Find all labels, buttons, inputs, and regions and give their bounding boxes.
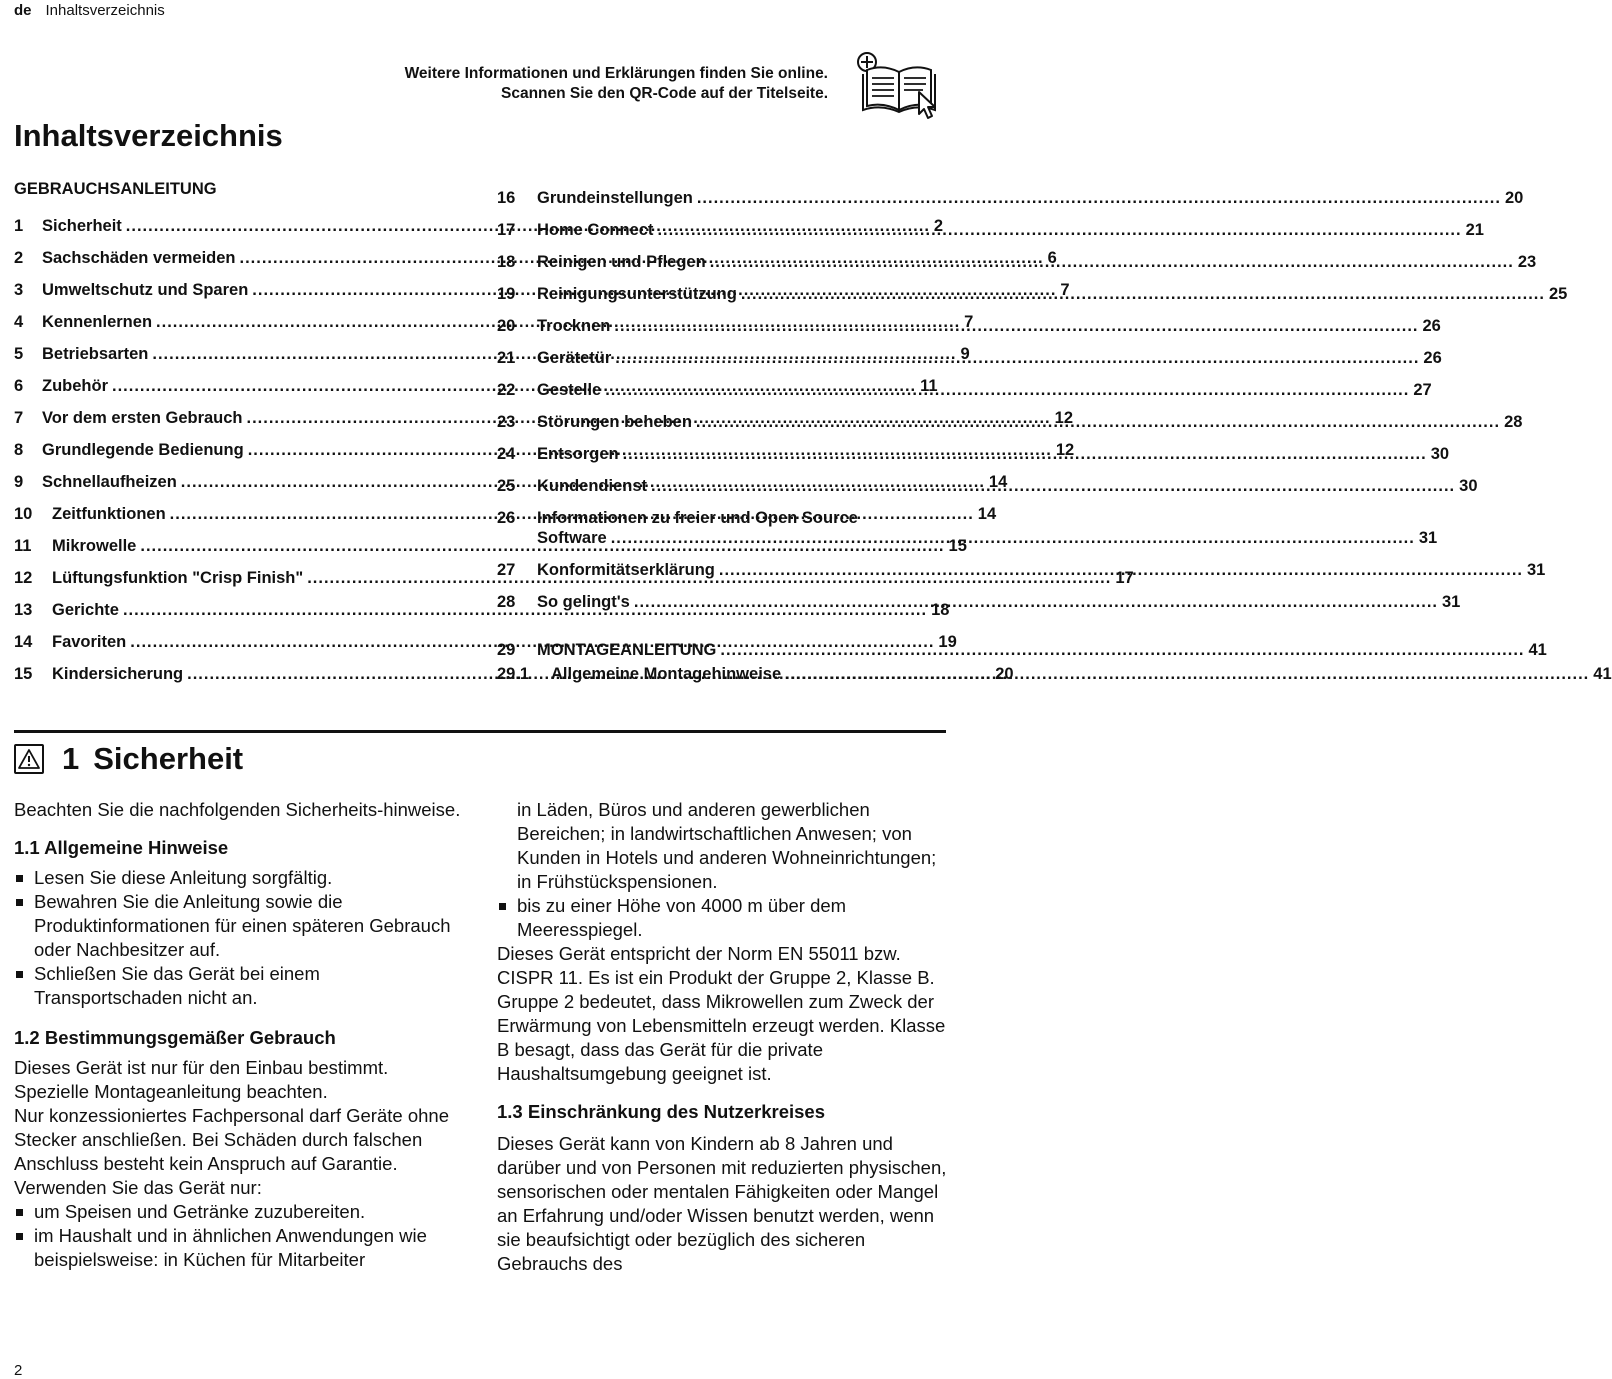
toc-entry-page: 25	[1548, 285, 1568, 303]
toc-heading-gebrauchsanleitung: GEBRAUCHSANLEITUNG	[14, 180, 217, 198]
online-manual-book-icon	[855, 48, 945, 122]
toc-entry-title: Betriebsarten	[42, 345, 149, 363]
toc-entry[interactable]	[497, 240, 1537, 272]
toc-entry-page: 30	[1430, 445, 1450, 463]
toc-entry-number: 28	[497, 593, 516, 611]
toc-entry-page: 7	[1060, 281, 1070, 299]
toc-leader-dots	[623, 444, 1427, 464]
list-item: im Haushalt und in ähnlichen Anwendungen wie beispielsweise: in Küchen für Mitarbeiter	[14, 1224, 464, 1272]
toc-entry-page: 21	[1465, 221, 1484, 239]
general-notes-list	[14, 866, 464, 1010]
heading-1-1: 1.1 Allgemeine Hinweise	[14, 837, 229, 858]
toc-leader-dots	[719, 560, 1523, 580]
toc-entry-page: 18	[931, 601, 950, 619]
toc-entry-number: 6	[14, 377, 24, 395]
toc-entry-number: 20	[497, 317, 516, 335]
toc-entry[interactable]	[14, 492, 997, 524]
toc-entry-title: Gerätetür	[537, 349, 612, 367]
toc-entry-number: 16	[497, 189, 516, 207]
toc-entry-title: Kundendienst	[537, 477, 647, 495]
toc-entry[interactable]	[14, 652, 1014, 684]
section-title: Sicherheit	[93, 741, 244, 776]
toc-entry-number: 1	[14, 217, 24, 235]
toc-entry-title: Kindersicherung	[52, 665, 184, 683]
toc-entry-page: 20	[995, 665, 1014, 683]
toc-entry-montagehinweise[interactable]: 29.1 Allgemeine Montagehinweise ..... 41	[497, 660, 947, 684]
toc-entry-number: 12	[14, 569, 33, 587]
toc-entry-number: 8	[14, 441, 24, 459]
toc-entry-title: Reinigen und Pflegen	[537, 253, 706, 271]
toc-entry-title: Schnellaufheizen	[42, 473, 177, 491]
paragraph: Dieses Gerät ist nur für den Einbau bestimmt. Spezielle Montageanleitung beachten.	[14, 1057, 389, 1102]
language-code: de	[14, 2, 32, 19]
continued-text: in Läden, Büros und anderen gewerblichen Bereichen; in landwirtschaftlichen Anwesen; von Kunden in Hotels und anderen Wohneinrichtungen; in Frühstückspensionen.	[517, 799, 937, 892]
toc-entry-number: 11	[14, 537, 32, 555]
toc-entry[interactable]	[497, 208, 1484, 240]
toc-leader-dots	[615, 348, 1419, 368]
warning-icon	[14, 744, 44, 774]
toc-entry-number: 25	[497, 477, 516, 495]
toc-entry-title: Lüftungsfunktion "Crisp Finish"	[52, 569, 304, 587]
toc-entry-title: Störungen beheben	[537, 413, 692, 431]
paragraph: Dieses Gerät kann von Kindern ab 8 Jahren und darüber und von Personen mit reduzierten physischen, sensorischen oder mentalen Fähigkeiten oder Mangel an Erfahrung und/oder Wissen benutzt werden, wenn sie beaufsichtigt oder bezüglich des sicheren Gebrauchs des	[497, 1133, 947, 1274]
toc-entry-page: 2	[933, 217, 944, 235]
toc-entry-page: 17	[1115, 569, 1134, 587]
toc-entry-number: 3	[14, 281, 24, 299]
toc-entry-page: 6	[1047, 249, 1057, 267]
toc-entry-page: 20	[1504, 189, 1524, 207]
toc-entry[interactable]	[497, 580, 1461, 612]
toc-entry-title: Sicherheit	[42, 217, 122, 235]
toc-entry-number: 21	[497, 349, 516, 367]
toc-entry-page: 31	[1527, 561, 1546, 579]
toc-entry-page: 11	[920, 377, 938, 395]
toc-entry-page: 23	[1517, 253, 1537, 271]
toc-entry-title: Mikrowelle	[52, 537, 137, 555]
toc-entry-title: Kennenlernen	[42, 313, 153, 331]
page-number: 2	[14, 1362, 23, 1379]
toc-entry-title: Reinigungsunterstützung	[537, 285, 737, 303]
toc-entry-title: Sachschäden vermeiden	[42, 249, 236, 267]
toc-leader-dots	[696, 412, 1500, 432]
toc-entry-page: 26	[1422, 317, 1441, 335]
usage-list	[14, 1200, 464, 1272]
toc-entry-title: Zeitfunktionen	[52, 505, 166, 523]
section-number: 1	[62, 741, 80, 776]
header-section: Inhaltsverzeichnis	[45, 2, 165, 19]
toc-entry-page: 14	[988, 473, 1008, 491]
heading-1-3: 1.3 Einschränkung des Nutzerkreises	[497, 1101, 825, 1122]
right-text-column	[497, 798, 947, 1276]
toc-leader-dots	[614, 316, 1418, 336]
toc-entry-title: Trocknen	[537, 317, 611, 335]
list-item: bis zu einer Höhe von 4000 m über dem Meeresspiegel.	[497, 894, 947, 942]
toc-entry-page: 15	[948, 537, 967, 555]
toc-entry-title: Zubehör	[42, 377, 108, 395]
list-item: um Speisen und Getränke zuzubereiten.	[14, 1200, 464, 1224]
toc-entry-title: So gelingt's	[537, 593, 630, 611]
altitude-list	[497, 894, 947, 942]
toc-entry-number: 27	[497, 561, 516, 579]
toc-leader-dots	[710, 252, 1514, 272]
toc-entry-page: 28	[1504, 413, 1523, 431]
toc-entry-title: Favoriten	[52, 633, 127, 651]
toc-entry-title: Grundeinstellungen	[537, 189, 693, 207]
toc-entry-title: Vor dem ersten Gebrauch	[42, 409, 243, 427]
toc-entry-page: 19	[938, 633, 957, 651]
list-item: Schließen Sie das Gerät bei einem Transportschaden nicht an.	[14, 962, 464, 1010]
toc-entry[interactable]	[497, 368, 1432, 400]
section-heading	[14, 741, 243, 777]
list-item: Lesen Sie diese Anleitung sorgfältig.	[14, 866, 464, 890]
page-header	[14, 2, 165, 19]
paragraph: Dieses Gerät entspricht der Norm EN 55011 bzw. CISPR 11. Es ist ein Produkt der Gruppe 2, Klasse B. Gruppe 2 bedeutet, dass Mikrowellen zum Zweck der Erwärmung von Lebensmitteln erzeugt werden. Klasse B besagt, dass das Gerät für die private Haushaltsumgebung geeignet ist.	[497, 943, 946, 1084]
toc-leader-dots	[697, 188, 1501, 208]
paragraph: Nur konzessioniertes Fachpersonal darf Geräte ohne Stecker anschließen. Bei Schäden durch falschen Anschluss besteht kein Anspruch auf Garantie.	[14, 1105, 449, 1174]
toc-leader-dots	[741, 284, 1545, 304]
toc-entry-number: 17	[497, 221, 516, 239]
toc-entry-number: 13	[14, 601, 33, 619]
online-info-line2: Scannen Sie den QR-Code auf der Titelseite.	[500, 85, 828, 102]
toc-entry[interactable]	[497, 304, 1441, 336]
toc-entry-number: 24	[497, 445, 516, 463]
toc-entry-number: 5	[14, 345, 24, 363]
section-divider	[14, 730, 946, 733]
toc-entry-number: 9	[14, 473, 24, 491]
toc-entry-number: 18	[497, 253, 516, 271]
intro-text: Beachten Sie die nachfolgenden Sicherheits-hinweise.	[14, 799, 461, 820]
toc-entry-page: 31	[1442, 593, 1461, 611]
toc-entry-page: 9	[960, 345, 970, 363]
online-info-line1: Weitere Informationen und Erklärungen finden Sie online.	[404, 65, 828, 82]
left-text-column	[14, 798, 464, 1272]
toc-entry-number: 23	[497, 413, 516, 431]
toc-entry-number: 19	[497, 285, 516, 303]
toc-leader-dots	[605, 380, 1409, 400]
toc-entry-title: Gerichte	[52, 601, 119, 619]
online-info	[405, 64, 828, 104]
toc-leader-dots	[651, 476, 1455, 496]
toc-entry-title: Gestelle	[537, 381, 602, 399]
toc-entry[interactable]: 26 Informationen zu freier und Open Source Software ..... 31	[497, 496, 947, 548]
toc-entry-number: 7	[14, 409, 24, 427]
toc-entry-title: Konformitätserklärung	[537, 561, 715, 579]
toc-entry-page: 26	[1423, 349, 1442, 367]
toc-entry-number: 2	[14, 249, 24, 267]
list-item: Bewahren Sie die Anleitung sowie die Produktinformationen für einen späteren Gebrauch oder Nachbesitzer auf.	[14, 890, 464, 962]
toc-entry-number: 14	[14, 633, 33, 651]
toc-entry-page: 12	[1054, 409, 1074, 427]
toc-entry-page: 7	[964, 313, 974, 331]
paragraph: Verwenden Sie das Gerät nur:	[14, 1177, 262, 1198]
toc-entry-title: Grundlegende Bedienung	[42, 441, 244, 459]
toc-leader-dots	[657, 220, 1461, 240]
toc-entry-montageanleitung[interactable]: 29 MONTAGEANLEITUNG ..... 41	[497, 628, 947, 660]
toc-entry-number: 22	[497, 381, 516, 399]
toc-entry-title: Entsorgen	[537, 445, 619, 463]
toc-entry[interactable]	[497, 176, 1524, 208]
toc-entry-page: 14	[977, 505, 997, 523]
toc-entry[interactable]	[497, 272, 1568, 304]
toc-entry-number: 10	[14, 505, 33, 523]
toc-entry-title: Home Connect	[537, 221, 654, 239]
toc-entry-title: Umweltschutz und Sparen	[42, 281, 249, 299]
toc-entry-page: 12	[1055, 441, 1075, 459]
toc-leader-dots	[634, 592, 1438, 612]
toc-entry-number: 15	[14, 665, 33, 683]
heading-1-2: 1.2 Bestimmungsgemäßer Gebrauch	[14, 1027, 336, 1048]
toc-entry[interactable]	[14, 620, 957, 652]
toc-entry-page: 27	[1413, 381, 1432, 399]
toc-entry[interactable]	[497, 336, 1442, 368]
toc-entry-page: 30	[1459, 477, 1478, 495]
toc-entry-number: 4	[14, 313, 24, 331]
toc-entry[interactable]	[14, 524, 967, 556]
page-title: Inhaltsverzeichnis	[14, 118, 283, 153]
